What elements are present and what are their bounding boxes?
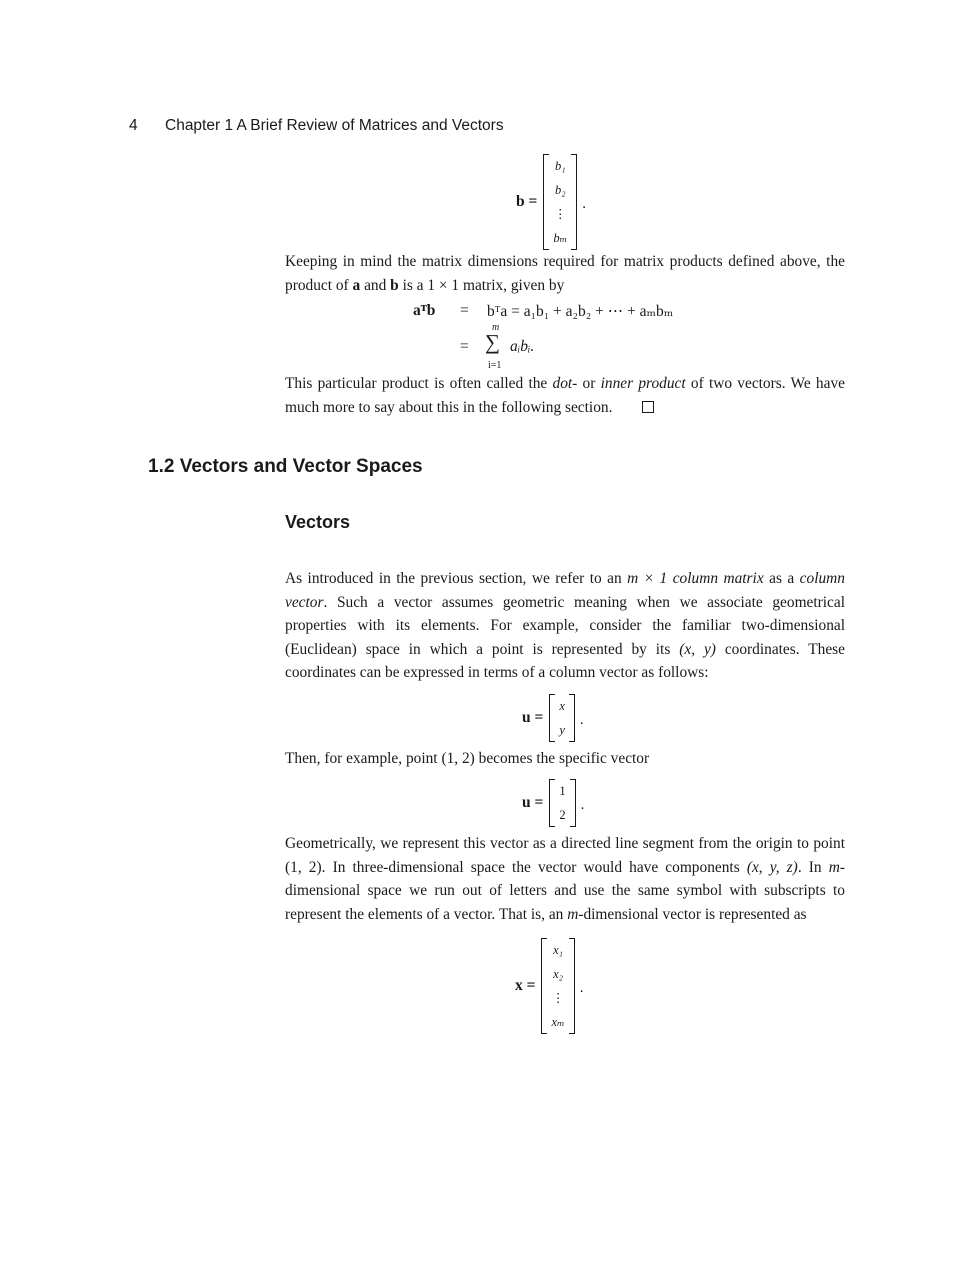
para5-text: -dimensional space we run out of letters and use the same symbol with subscripts to represent the elements of a vector. That is, an	[285, 858, 845, 923]
matrix-u-entry: x	[559, 698, 565, 713]
qed-square-icon	[642, 401, 654, 413]
matrix-x-entry: xₘ	[551, 1014, 565, 1029]
matrix-u2-entry: 1	[559, 783, 566, 798]
para4-text: Then, for example, point	[285, 750, 442, 767]
para3-text: coordinates. These coordinates can be expressed in terms of a column vector as follows:	[285, 640, 845, 681]
para1-text: Keeping in mind the matrix dimensions required for matrix products defined above, the product of	[285, 253, 845, 294]
matrix-b-entry: ⋮	[554, 206, 567, 221]
coord-xyz: (x, y, z)	[746, 858, 798, 876]
section-heading: 1.2 Vectors and Vector Spaces	[148, 456, 423, 477]
subsection-heading: Vectors	[285, 512, 351, 532]
matrix-x-period: .	[579, 979, 584, 996]
equation-equals-2: =	[460, 338, 469, 355]
page-number: 4	[129, 117, 138, 134]
matrix-u-period: .	[579, 711, 584, 728]
matrix-x	[515, 938, 583, 1034]
sum-lower-limit: i=1	[488, 360, 502, 371]
chapter-title: Chapter 1 A Brief Review of Matrices and Vectors	[165, 117, 504, 134]
para1-text: and	[360, 276, 391, 294]
equation-line-1	[413, 302, 435, 320]
matrix-b-entry: b₂	[554, 182, 566, 197]
matrix-x-entry: x₂	[553, 966, 564, 981]
equation-lhs: aᵀb	[413, 302, 436, 319]
vector-a: a	[352, 276, 361, 294]
matrix-x-entry: ⋮	[551, 990, 565, 1005]
matrix-u-12	[522, 779, 584, 827]
matrix-u-lhs: u =	[522, 709, 544, 726]
para2-text: This particular product is often called the	[285, 375, 553, 392]
term-column-matrix: column matrix	[672, 570, 764, 587]
term-dot: dot-	[552, 375, 578, 392]
dimension: 1 × 1	[427, 276, 460, 294]
paragraph-point	[285, 747, 845, 771]
matrix-u-xy	[522, 694, 584, 742]
sum-symbol: ∑	[485, 330, 500, 354]
coord-xy: (x, y)	[679, 640, 716, 658]
para4-text: becomes the specific vector	[474, 750, 650, 767]
para5-text: -dimensional vector is represented as	[578, 905, 807, 923]
paragraph-geometric	[285, 832, 845, 926]
symbol-m: m	[828, 858, 840, 876]
para3-text: . Such a vector assumes geometric meaning when we associate geometrical properties with its elements. For example, consider the familiar two-dimensional (Euclidean) space in which a point is represented by its	[285, 593, 845, 658]
matrix-u2-period: .	[580, 796, 585, 813]
term-column-vector: column vector	[285, 570, 845, 611]
matrix-b-bracket	[543, 154, 577, 250]
matrix-x-lhs: x =	[515, 977, 536, 994]
para3-text: as a	[763, 570, 800, 587]
term-inner-product: inner product	[600, 375, 686, 392]
matrix-x-entry: x₁	[553, 942, 564, 957]
para5-text: Geometrically, we represent this vector as a directed line segment from the origin to point	[285, 835, 845, 852]
matrix-b-entry: bₘ	[553, 230, 568, 245]
para3-text: As introduced in the previous section, we refer to an	[285, 570, 628, 587]
vector-b: b	[390, 276, 399, 294]
point-1-2: (1, 2)	[285, 858, 322, 876]
equation-equals-1: =	[460, 302, 469, 319]
para1-text: matrix, given by	[459, 276, 565, 294]
para2-text: or	[577, 375, 601, 392]
para1-text: is a	[398, 276, 428, 294]
matrix-u-bracket	[549, 694, 575, 742]
matrix-x-bracket	[541, 938, 574, 1034]
running-head	[129, 117, 504, 135]
matrix-u-entry: y	[559, 722, 565, 737]
paragraph-product	[285, 250, 845, 297]
matrix-b	[516, 154, 586, 250]
paragraph-column-vector	[285, 567, 845, 685]
matrix-u2-entry: 2	[559, 807, 566, 822]
para5-text: . In	[797, 858, 829, 876]
matrix-b-lhs: b =	[516, 193, 538, 210]
sum-term: aᵢbᵢ.	[510, 338, 535, 355]
para2-text: of two vectors. We have much more to say about this in the following section.	[285, 375, 845, 416]
matrix-b-period: .	[582, 195, 586, 212]
equation-rhs-1: bᵀa = a₁b₁ + a₂b₂ + ⋯ + aₘbₘ	[487, 303, 674, 320]
matrix-u2-lhs: u =	[522, 794, 544, 811]
sum-upper-limit: m	[492, 322, 500, 333]
point-1-2: (1, 2)	[441, 750, 475, 767]
matrix-b-entry: b₁	[554, 158, 566, 173]
matrix-u2-bracket	[549, 779, 575, 827]
dimension: m × 1	[627, 570, 668, 587]
para5-text: . In three-dimensional space the vector would have components	[321, 858, 747, 876]
symbol-m: m	[567, 905, 579, 923]
paragraph-dot-product	[285, 372, 845, 419]
